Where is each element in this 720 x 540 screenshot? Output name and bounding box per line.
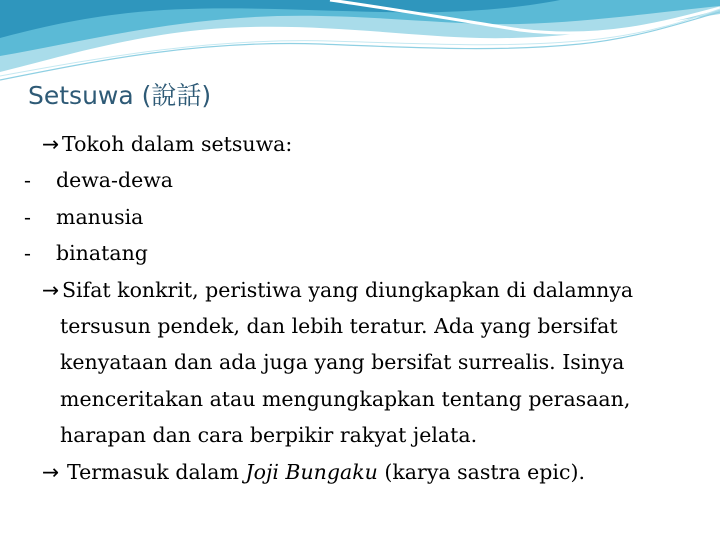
item-text-end: (karya sastra epic). bbox=[377, 459, 585, 484]
list-item bbox=[24, 199, 682, 235]
dash-bullet: - bbox=[24, 204, 31, 229]
item-text: Tokoh dalam setsuwa: bbox=[62, 132, 293, 156]
slide-content bbox=[24, 126, 682, 490]
italic-term: Joji Bungaku bbox=[245, 459, 378, 484]
list-item bbox=[42, 454, 682, 490]
arrow-icon: → bbox=[42, 277, 60, 302]
list-item bbox=[24, 162, 682, 198]
list-item bbox=[42, 126, 682, 162]
arrow-icon: → bbox=[42, 459, 60, 484]
item-text: Sifat konkrit, peristiwa yang diungkapkan di dalamnya tersusun pendek, dan lebih teratur. Ada yang bersifat kenyataan dan ada juga yang bersifat surrealis. Isinya menceritakan atau mengungkapkan tentang perasaan, harapan dan cara berpikir rakyat jelata. bbox=[60, 277, 634, 448]
list-item bbox=[24, 235, 682, 271]
arrow-icon: → bbox=[42, 132, 60, 156]
dash-bullet: - bbox=[24, 168, 31, 193]
item-text: Termasuk dalam bbox=[67, 459, 246, 484]
item-text: dewa-dewa bbox=[56, 168, 173, 193]
list-item bbox=[42, 272, 682, 454]
dash-bullet: - bbox=[24, 241, 31, 266]
item-text: manusia bbox=[56, 204, 144, 229]
slide-title: Setsuwa (說話) bbox=[28, 81, 212, 110]
item-text: binatang bbox=[56, 241, 148, 266]
